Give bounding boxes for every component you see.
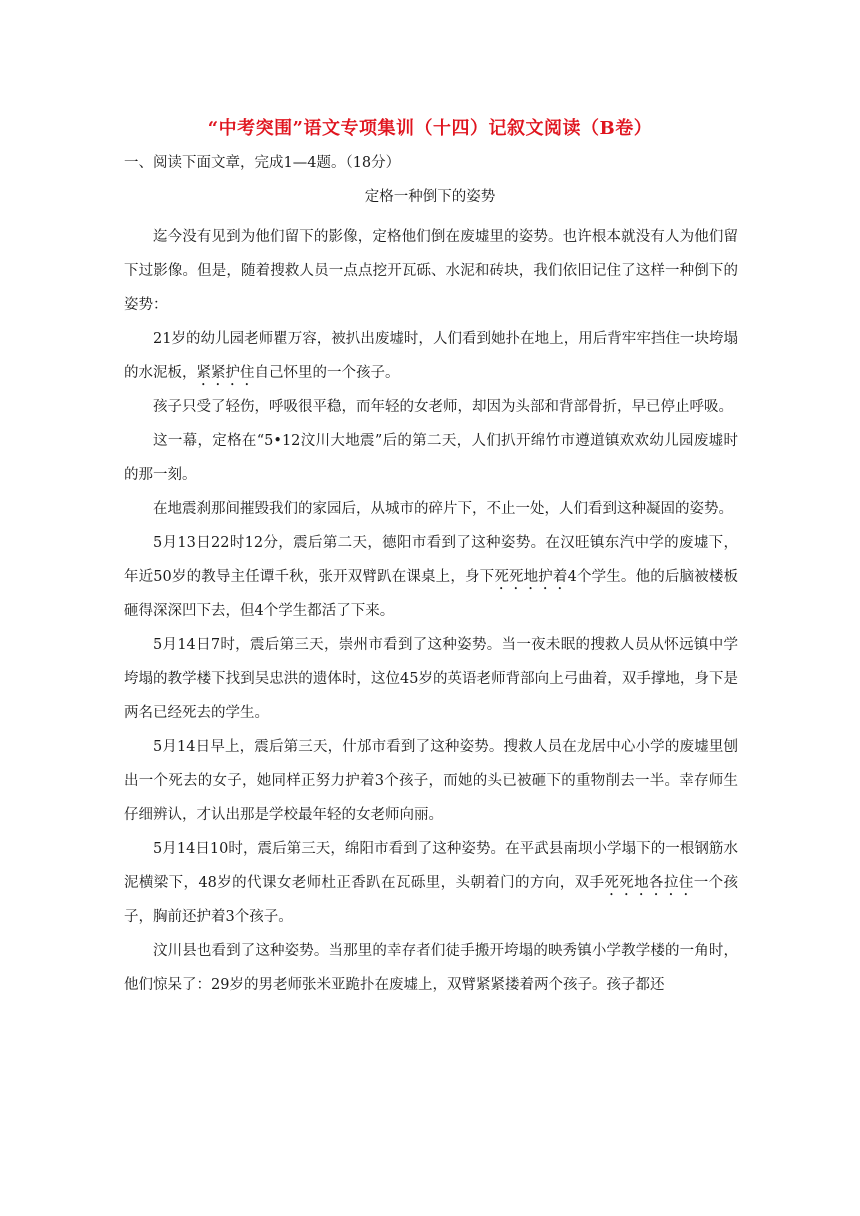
- paragraph-text: 5月13日22时12分，震后第二天，德阳市看到了这种姿势。在汉旺镇东汽中学的废墟下，年近50岁的教导主任谭千秋，张开双臂趴在课桌上，身下: [124, 535, 738, 585]
- document-title: “中考突围”语文专项集训（十四）记叙文阅读（B卷）: [207, 118, 653, 139]
- paragraph-text: 一个孩子，胸前还护着3个孩子。: [124, 875, 739, 925]
- paragraph: 5月14日早上，震后第三天，什邡市看到了这种姿势。搜救人员在龙居中心小学的废墟里刨出一个死去的女子，她同样正努力护着3个孩子，而她的头已被砸下的重物削去一半。幸存师生仔细辨认，才认出那是学校最年轻的女老师向丽。: [124, 739, 738, 823]
- paragraph: 5月14日7时，震后第三天，崇州市看到了这种姿势。当一夜未眠的搜救人员从怀远镇中学垮塌的教学楼下找到吴忠洪的遗体时，这位45岁的英语老师背部向上弓曲着，双手撑地，身下是两名已经死去的学生。: [124, 637, 738, 721]
- question-instruction: 一、阅读下面文章，完成1—4题。（18分）: [124, 155, 401, 171]
- paragraph: 这一幕，定格在“5•12汶川大地震”后的第二天，人们扒开绵竹市遵道镇欢欢幼儿园废墟时的那一刻。: [124, 433, 738, 483]
- paragraph-text: 21岁的幼儿园老师瞿万容，被扒出废墟时，人们看到她扑在地上，用后背牢牢挡住一块垮塌的水泥板，: [124, 331, 738, 381]
- paragraph-text: 5月14日10时，震后第三天，绵阳市看到了这种姿势。在平武县南坝小学塌下的一根钢筋水泥横梁下，48岁的代课女老师杜正香趴在瓦砾里，头朝着门的方向，双手: [124, 841, 738, 891]
- emphasized-text: 死死地护着: [494, 569, 568, 585]
- paragraph: [124, 322, 738, 390]
- article-title: 定格一种倒下的姿势: [364, 189, 496, 205]
- emphasized-text: 紧紧护住: [196, 365, 255, 381]
- article-body: [124, 220, 738, 1002]
- emphasized-text: 死死地各拉住: [604, 875, 694, 891]
- paragraph: 在地震刹那间摧毁我们的家园后，从城市的碎片下，不止一处，人们看到这种凝固的姿势。: [153, 501, 733, 517]
- paragraph-text: 自己怀里的一个孩子。: [254, 365, 400, 381]
- paragraph: 汶川县也看到了这种姿势。当那里的幸存者们徒手搬开垮塌的映秀镇小学教学楼的一角时，他们惊呆了：29岁的男老师张米亚跪扑在废墟上，双臂紧紧搂着两个孩子。孩子都还: [124, 943, 738, 993]
- paragraph: [124, 526, 738, 628]
- paragraph: 孩子只受了轻伤，呼吸很平稳，而年轻的女老师，却因为头部和背部骨折，早已停止呼吸。: [153, 399, 733, 415]
- paragraph: 迄今没有见到为他们留下的影像，定格他们倒在废墟里的姿势。也许根本就没有人为他们留下过影像。但是，随着搜救人员一点点挖开瓦砾、水泥和砖块，我们依旧记住了这样一种倒下的姿势：: [124, 229, 738, 313]
- paragraph: [124, 832, 738, 934]
- paragraph-text: 4个学生。他的后脑被楼板砸得深深凹下去，但4个学生都活了下来。: [124, 569, 739, 619]
